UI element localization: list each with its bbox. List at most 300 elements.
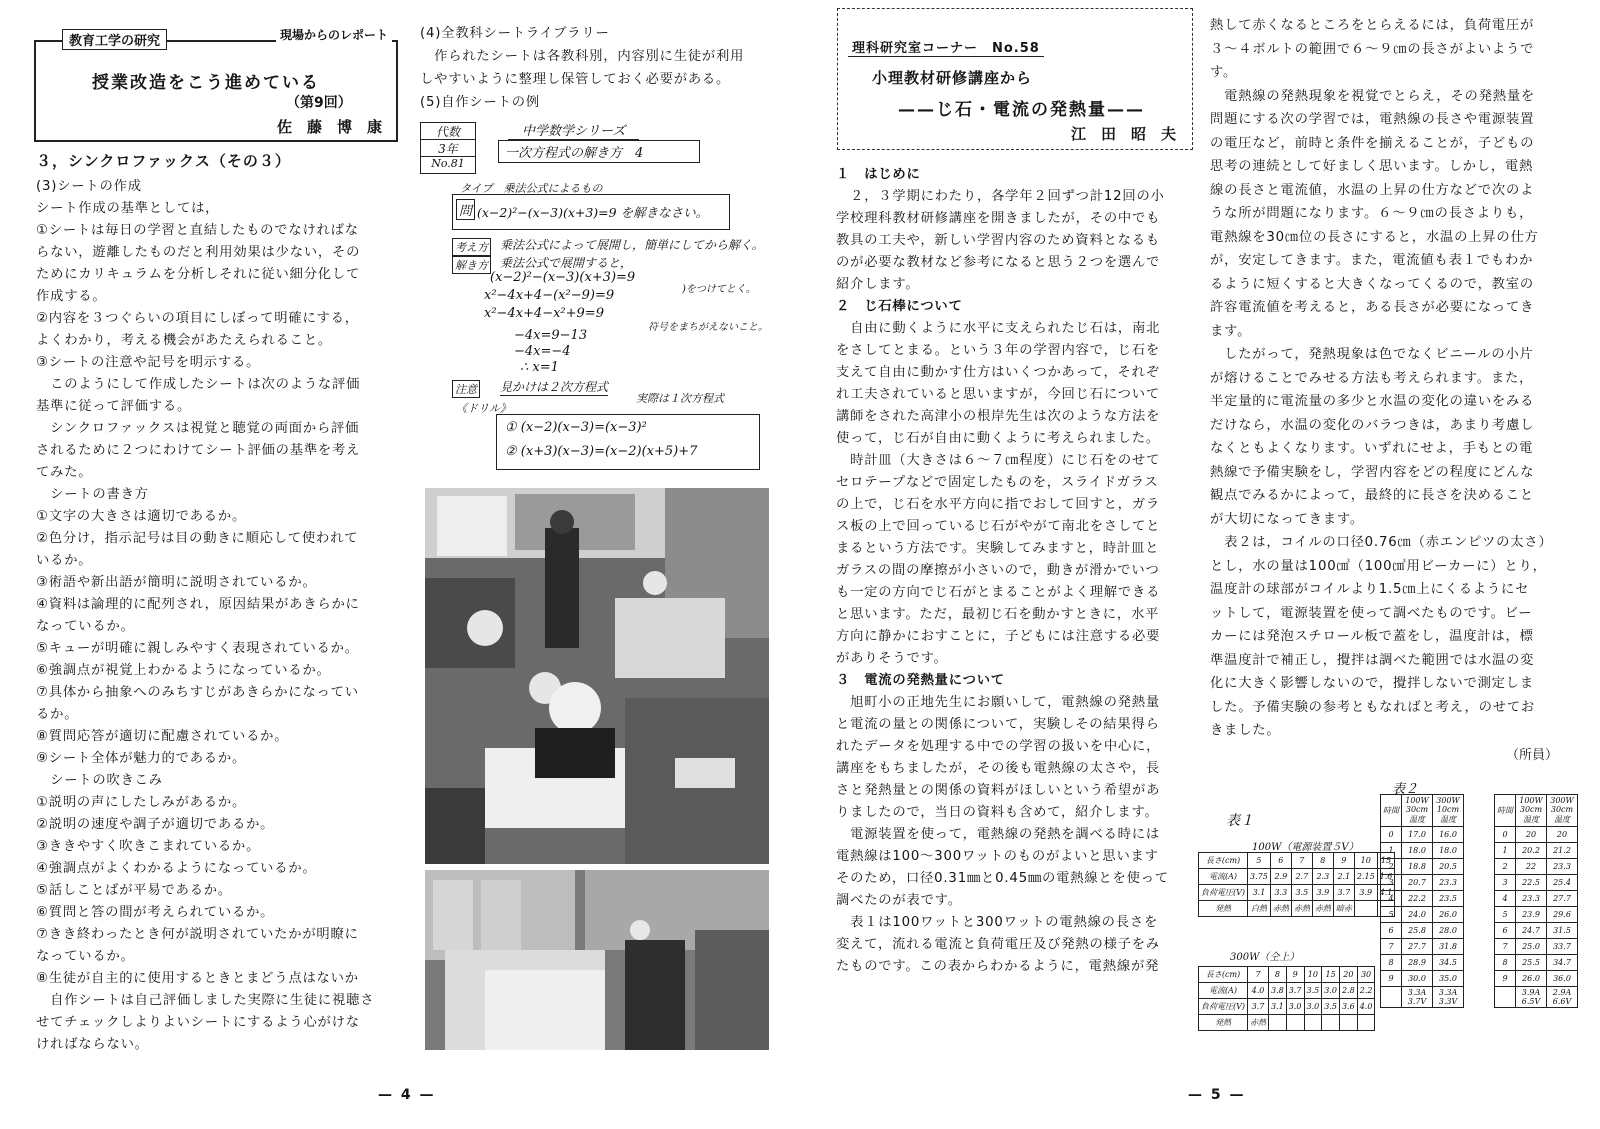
text-line: (5)自作シートの例	[420, 95, 540, 110]
text-line: れ工夫されていると思いますが，今回じ石について	[836, 387, 1160, 402]
text-line: れたデータを処理する中での学習の扱いを中心に，	[836, 739, 1161, 754]
text-line: ④資料は論理的に配列され，原因結果があきらかに	[36, 597, 360, 612]
text-line: 思考の連続として好ましく思います。しかし，電熱	[1210, 159, 1534, 174]
table-cell: 2	[1495, 859, 1516, 875]
table-cell: 20	[1547, 827, 1578, 843]
table-row	[1495, 827, 1578, 843]
table-cell: 20.5	[1433, 859, 1464, 875]
table-cell: 25.4	[1547, 875, 1578, 891]
table-cell: 3.8	[1269, 983, 1287, 999]
table-cell	[1495, 987, 1516, 1008]
text-line: 方向に静かにおすことに，子どもには注意する必要	[836, 629, 1161, 644]
text-line: なくともよくなります。いずれにせよ，手もとの電	[1210, 441, 1534, 456]
table-cell: 4.0	[1248, 983, 1269, 999]
table-cell: 18.0	[1433, 843, 1464, 859]
table-cell: 負荷電圧(V)	[1199, 885, 1248, 901]
table-row	[1381, 859, 1464, 875]
table-row	[1381, 843, 1464, 859]
text-line: ためにカリキュラムを分析しそれに従い細分化して	[36, 267, 361, 282]
sheet-drill-box	[496, 414, 760, 470]
table-cell: 5	[1248, 853, 1271, 869]
table-row	[1495, 907, 1578, 923]
table-cell: 3.0	[1286, 999, 1304, 1015]
text-line: カーには発泡スチロール板で蓋をし，温度計は，標	[1210, 629, 1534, 644]
text-line: 講師をされた高津小の根岸先生は次のような方法を	[836, 409, 1161, 424]
table-cell: 8	[1269, 967, 1287, 983]
text-line: 化に大きく影響しないので，攪拌しないで測定しま	[1210, 676, 1534, 691]
right-column-2	[1210, 14, 1580, 743]
table-row	[1381, 955, 1464, 971]
table2-right-grid	[1494, 794, 1578, 1008]
table-cell: 9	[1333, 853, 1354, 869]
table-cell	[1322, 1015, 1340, 1031]
text-line: ⑤キューが明確に親しみやすく表現されているか。	[36, 641, 359, 656]
right-column-1	[836, 164, 1206, 978]
text-line: シンクロファックスは視覚と聴覚の両面から評価	[36, 421, 360, 436]
sheet-drill-label: 《ドリル》	[456, 402, 511, 415]
text-line: ③シートの注意や記号を明示する。	[36, 355, 261, 370]
series-tag: 教育工学の研究	[62, 29, 167, 50]
table-row	[1381, 907, 1464, 923]
text-line: まるという方法です。実験してみますと，時計皿と	[836, 541, 1160, 556]
corner-label: 理科研究室コーナー No.58	[848, 37, 1044, 57]
sheet-side-note: 符号をまちがえないこと。	[648, 322, 768, 333]
text-line: ⑧生徒が自主的に使用するときとまどう点はないか	[36, 971, 359, 986]
text-line: 基準に従って評価する。	[36, 399, 192, 414]
table-cell: 25.5	[1516, 955, 1547, 971]
table-cell: 赤熱	[1248, 1015, 1269, 1031]
table-row	[1381, 891, 1464, 907]
table-cell: 暗赤	[1333, 901, 1354, 917]
table-cell: 赤熱	[1270, 901, 1291, 917]
text-line: と電流の量との関係について，実験しその結果得ら	[836, 717, 1160, 732]
table-row	[1381, 875, 1464, 891]
classroom-photo-1	[425, 488, 769, 864]
text-line: 教具の工夫や，新しい学習内容のため資料となるも	[836, 233, 1160, 248]
table-row	[1199, 869, 1395, 885]
text-line: 観点でみるかによって，最終的に長さを決めること	[1210, 488, 1534, 503]
sheet-type: タイプ 乗法公式によるもの	[460, 182, 603, 195]
table-row	[1495, 923, 1578, 939]
text-line: ①文字の大きさは適切であるか。	[36, 509, 247, 524]
table-row	[1199, 983, 1375, 999]
table-cell: 23.3	[1516, 891, 1547, 907]
text-line: シートの吹きこみ	[36, 773, 163, 788]
text-line: 問題にする次の学習では，電熱線の長さや電源装置	[1210, 112, 1535, 127]
table-cell: 35.0	[1433, 971, 1464, 987]
table-cell: 8	[1312, 853, 1333, 869]
sheet-step: −4x=9−13	[514, 328, 588, 343]
table-cell: 25.8	[1402, 923, 1433, 939]
table-row	[1495, 843, 1578, 859]
classroom-photo-2-image	[425, 870, 769, 1050]
table-cell	[1339, 1015, 1357, 1031]
table-cell: 2.1	[1333, 869, 1354, 885]
sheet-example	[420, 118, 775, 480]
table-row	[1495, 971, 1578, 987]
table-cell: 34.7	[1547, 955, 1578, 971]
text-line: が熔けることでみせる方法も考えられます。また，	[1210, 370, 1534, 386]
sheet-kangae: 乗法公式によって展開し，簡単にしてから解く。	[500, 238, 764, 252]
text-line: せてチェックしよりよいシートにするよう心がけな	[36, 1015, 360, 1030]
table-row	[1495, 859, 1578, 875]
sheet-step: −4x=−4	[514, 344, 571, 359]
table-cell: 3.1	[1248, 885, 1271, 901]
text-line: 講座をもちましたが，その後も電熱線の太さや，長	[836, 761, 1160, 776]
table-cell: 3.3A 3.3V	[1433, 987, 1464, 1008]
left-column-1	[36, 176, 406, 1056]
table-cell	[1269, 1015, 1287, 1031]
sheet-series: 中学数学シリーズ	[508, 120, 639, 140]
text-line: 自由に動くように水平に支えられたじ石は，南北	[836, 321, 1161, 336]
section-heading: ２ じ石棒について	[836, 299, 963, 314]
text-line: いるか。	[36, 553, 93, 568]
table-head: 300W 30cm 温度	[1547, 795, 1578, 827]
article-title: 授業改造をこう進めている	[92, 73, 320, 93]
table-row	[1199, 1015, 1375, 1031]
sheet-drill: ① (x−2)(x−3)=(x−3)²	[505, 420, 647, 435]
table-cell: 1.6	[1377, 869, 1395, 885]
table-cell: 23.9	[1516, 907, 1547, 923]
right-page	[800, 0, 1600, 1129]
text-line: 温度計の球部がコイルより1.5㎝上にくるようにセ	[1210, 582, 1530, 597]
table-cell: 26.0	[1516, 971, 1547, 987]
table-cell: 30.0	[1402, 971, 1433, 987]
table-cell: 26.0	[1433, 907, 1464, 923]
text-line: そのため，口径0.31㎜と0.45㎜の電熱線とを使って	[836, 871, 1169, 886]
text-line: 熱して赤くなるところをとらえるには，負荷電圧が	[1210, 18, 1535, 33]
source-label: 小理教材研修講座から	[872, 69, 1033, 87]
table-cell: 3.75	[1248, 869, 1271, 885]
text-line: るか。	[36, 707, 79, 722]
text-line: した。予備実験の参考ともなればと考え，のせてお	[1210, 699, 1536, 715]
text-line: 許容電流値を考えると，ある長さが必要になってき	[1210, 300, 1535, 315]
table-row	[1381, 795, 1464, 827]
text-line: とし，水の量は100㎤（100㎤用ビーカーに）とり，	[1210, 558, 1547, 574]
table-cell: 2	[1381, 859, 1402, 875]
table-cell: 3.5	[1304, 983, 1322, 999]
table-cell: 7	[1248, 967, 1269, 983]
table-cell: 0	[1495, 827, 1516, 843]
table-cell: 30	[1357, 967, 1375, 983]
text-line: さと発熱量との関係の資料がほしいという希望があ	[836, 783, 1161, 798]
text-line: ⑨シート全体が魅力的であるか。	[36, 751, 247, 766]
table-cell: 赤熱	[1291, 901, 1312, 917]
text-line: 線の長さと電流値，水温の上昇の仕方などで次のよ	[1210, 182, 1535, 198]
sheet-chui: 見かけは２次方程式	[500, 380, 609, 394]
table-cell: 10	[1304, 967, 1322, 983]
text-line: ⑥質問と答の間が考えられているか。	[36, 905, 275, 920]
table-cell: 18.8	[1402, 859, 1433, 875]
sheet-problem-box	[452, 194, 730, 230]
sheet-subject-box	[420, 122, 476, 174]
sheet-subject: 代数	[421, 123, 475, 140]
table-row	[1381, 971, 1464, 987]
table-cell: 15	[1322, 967, 1340, 983]
article-title: ——じ石・電流の発熱量——	[898, 100, 1145, 120]
table-cell: 2.8	[1339, 983, 1357, 999]
table-cell: 電流(A)	[1199, 869, 1248, 885]
table-cell: 2.3	[1312, 869, 1333, 885]
table-cell	[1286, 1015, 1304, 1031]
text-line: ⑥強調点が視覚上わかるようになっているか。	[36, 663, 331, 678]
table-row	[1199, 999, 1375, 1015]
table-head: 300W 10cm 温度	[1433, 795, 1464, 827]
text-line: なっているか。	[36, 619, 135, 634]
table-cell: 20.7	[1402, 875, 1433, 891]
table-cell: 29.6	[1547, 907, 1578, 923]
table-cell: 9	[1495, 971, 1516, 987]
table-cell: 2.15	[1354, 869, 1377, 885]
table-row	[1199, 901, 1395, 917]
table-cell: 22.2	[1402, 891, 1433, 907]
table-cell: 23.3	[1433, 875, 1464, 891]
table-cell: 8	[1381, 955, 1402, 971]
table-cell: 18.0	[1402, 843, 1433, 859]
table1-caption-b: 300W（仝上）	[1230, 952, 1300, 963]
table-cell: 10	[1354, 853, 1377, 869]
table-cell: 3.0	[1304, 999, 1322, 1015]
sheet-grade: 3年	[421, 140, 475, 157]
text-line: だけなら，水温の変化のバラつきは，あまり考慮し	[1210, 417, 1535, 433]
text-line: ットして，電源装置を使って調べたものです。ビー	[1210, 605, 1533, 621]
text-line: 使って，じ石が自由に動くように考えられました。	[836, 431, 1160, 446]
table-cell: 4.1	[1377, 885, 1395, 901]
text-line: ④強調点がよくわかるようになっているか。	[36, 861, 317, 876]
text-line: りましたので，当日の資料も含めて，紹介します。	[836, 805, 1159, 820]
table-cell: 20.2	[1516, 843, 1547, 859]
text-line: ①説明の声にしたしみがあるか。	[36, 795, 247, 810]
text-line: 電源装置を使って，電熱線の発熱を調べる時には	[836, 827, 1160, 842]
table1-b-grid	[1198, 966, 1375, 1031]
text-line: 表１は100ワットと300ワットの電熱線の長さを	[836, 915, 1159, 930]
table-cell: 22.5	[1516, 875, 1547, 891]
text-line: ガラスの間の摩擦が小さいので，動きが滑かでいつ	[836, 563, 1160, 578]
table1-a	[1198, 852, 1395, 917]
sheet-step: x²−4x+4−x²+9=9	[484, 306, 604, 321]
text-line: 時計皿（大きさは６～７㎝程度）にじ石をのせて	[836, 453, 1161, 468]
text-line: 調べたのが表です。	[836, 893, 962, 908]
page-number-right: — 5 —	[1188, 1087, 1246, 1103]
text-line: す。	[1210, 65, 1238, 80]
table-cell: 3	[1495, 875, 1516, 891]
table-cell: 3.9	[1354, 885, 1377, 901]
text-line: シートの書き方	[36, 487, 149, 502]
text-line: 支えて自由に動かす仕方はいくつかあって，それぞ	[836, 365, 1160, 380]
table2-left	[1380, 794, 1464, 1008]
table-cell: 8	[1495, 955, 1516, 971]
text-line: セロテープなどで固定したものを，スライドガラス	[836, 475, 1159, 490]
table-cell: 6	[1381, 923, 1402, 939]
installment-label: （第9回）	[286, 95, 352, 111]
table-row	[1495, 939, 1578, 955]
table-cell: 24.0	[1402, 907, 1433, 923]
text-line: ２，３学期にわたり，各学年２回ずつ計12回の小	[836, 189, 1165, 204]
table-head: 時間	[1495, 795, 1516, 827]
table-cell: 27.7	[1547, 891, 1578, 907]
text-line: の上で，じ石を水平方向に指でおして回すと，ガラ	[836, 497, 1160, 512]
text-line: 旭町小の正地先生にお願いして，電熱線の発熱量	[836, 695, 1160, 710]
table-cell: 2.7	[1291, 869, 1312, 885]
sheet-tokikata-label: 解き方	[452, 256, 491, 274]
table-cell: 0	[1381, 827, 1402, 843]
text-line: ②内容を３つぐらいの項目にしぼって明確にする，	[36, 311, 359, 326]
table-row	[1381, 939, 1464, 955]
table-row	[1495, 987, 1578, 1008]
table-cell: 2.9A 6.6V	[1547, 987, 1578, 1008]
table-cell: 電流(A)	[1199, 983, 1248, 999]
sheet-kangae-label: 考え方	[452, 238, 491, 256]
table-cell: 7	[1381, 939, 1402, 955]
text-line: も一定の方向でじ石がとまることがよく理解できる	[836, 585, 1161, 600]
article-header-box	[34, 28, 398, 142]
table-row	[1495, 891, 1578, 907]
table-cell: 3.1	[1269, 999, 1287, 1015]
table-cell: 長さ(cm)	[1199, 967, 1248, 983]
text-line: ければならない。	[36, 1037, 149, 1052]
text-line: 準温度計で補正し，攪拌は調べた範囲では水温の変	[1210, 652, 1535, 668]
table-row	[1381, 827, 1464, 843]
text-line: よくわかり，考える機会があたえられること。	[36, 333, 333, 348]
text-line: ⑦具体から抽象へのみちすじがあきらかになってい	[36, 685, 359, 700]
table-cell: 27.7	[1402, 939, 1433, 955]
table-cell: 3.6	[1339, 999, 1357, 1015]
text-line: たものです。この表からわかるように，電熱線が発	[836, 959, 1160, 974]
table-head: 時間	[1381, 795, 1402, 827]
table-cell: 25.0	[1516, 939, 1547, 955]
table-cell: 3.5	[1322, 999, 1340, 1015]
table-cell: 20	[1516, 827, 1547, 843]
table-cell: 23.5	[1433, 891, 1464, 907]
table-cell: 1	[1381, 843, 1402, 859]
table-cell: 34.5	[1433, 955, 1464, 971]
table-cell: 9	[1286, 967, 1304, 983]
table-cell	[1381, 987, 1402, 1008]
table-head: 100W 30cm 温度	[1516, 795, 1547, 827]
text-line: が大切になってきます。	[1210, 511, 1365, 527]
table-cell: 3.0	[1322, 983, 1340, 999]
text-line: ます。	[1210, 323, 1252, 339]
table-cell: 5	[1495, 907, 1516, 923]
page-number-left: — 4 —	[378, 1087, 436, 1103]
table1-a-grid	[1198, 852, 1395, 917]
classroom-photo-1-image	[425, 488, 769, 864]
text-line: シート作成の基準としては，	[36, 201, 220, 216]
text-line: 作られたシートは各教科別，内容別に生徒が利用	[420, 49, 745, 64]
table2-right	[1494, 794, 1578, 1008]
table-cell: 17.0	[1402, 827, 1433, 843]
table-cell: 3.7	[1333, 885, 1354, 901]
table-cell: 28.9	[1402, 955, 1433, 971]
table-cell: 33.7	[1547, 939, 1578, 955]
text-line: うな所が問題になります。６～９㎝の長さよりも，	[1210, 206, 1534, 221]
table-cell: 3.9A 6.5V	[1516, 987, 1547, 1008]
text-line: したがって，発熱現象は色でなくビニールの小片	[1210, 347, 1534, 362]
signoff: （所員）	[1506, 748, 1559, 763]
text-line: ③ききやすく吹きこまれているか。	[36, 839, 261, 854]
section-heading: ３，シンクロファックス（その３）	[36, 152, 291, 170]
table-cell: 1	[1495, 843, 1516, 859]
table-head: 100W 30cm 温度	[1402, 795, 1433, 827]
table-cell: 21.2	[1547, 843, 1578, 859]
sheet-number: No.81	[431, 157, 465, 170]
article-header-stamp	[837, 8, 1193, 150]
report-label: 現場からのレポート	[276, 26, 392, 43]
text-line: のが必要な教材など参考になると思う２つを選んで	[836, 255, 1161, 270]
table-cell: 2.2	[1357, 983, 1375, 999]
text-line: (3)シートの作成	[36, 179, 142, 194]
table-cell	[1357, 1015, 1375, 1031]
table-cell: 3.7	[1286, 983, 1304, 999]
text-line: がありそうです。	[836, 651, 948, 666]
table-cell: 発熱	[1199, 901, 1248, 917]
section-heading: １ はじめに	[836, 167, 921, 182]
table-row	[1199, 853, 1395, 869]
text-line: てみた。	[36, 465, 93, 480]
table-cell: 白熱	[1248, 901, 1271, 917]
text-line: の電圧など，前時と条件を揃えることが，子どもの	[1210, 135, 1535, 151]
text-line: 作成する。	[36, 289, 107, 304]
sheet-step: x²−4x+4−(x²−9)=9	[484, 288, 615, 303]
sheet-title: 一次方程式の解き方 4	[498, 140, 700, 163]
text-line: ③術語や新出語が簡明に説明されているか。	[36, 575, 317, 590]
text-line: ②色分け，指示記号は目の動きに順応して使われて	[36, 531, 359, 546]
table-cell: 赤熱	[1312, 901, 1333, 917]
text-line: 電熱線は100～300ワットのものがよいと思います	[836, 849, 1159, 864]
text-line: をさしてとまる。という３年の学習内容で，じ石を	[836, 343, 1160, 358]
table-cell: 22	[1516, 859, 1547, 875]
classroom-photo-2	[425, 870, 769, 1050]
sheet-side-note: )をつけてとく。	[682, 284, 756, 295]
text-line: ３～４ボルトの範囲で６～９㎝の長さがよいようで	[1210, 41, 1535, 57]
table-cell: 24.7	[1516, 923, 1547, 939]
text-line: ⑧質問応答が適切に配慮されているか。	[36, 729, 289, 744]
text-line: 自作シートは自己評価しました実際に生徒に視聴さ	[36, 993, 375, 1008]
table-cell: 36.0	[1547, 971, 1578, 987]
text-line: しやすいように整理し保管しておく必要がある。	[420, 72, 731, 87]
text-line: 学校理科教材研修講座を開きましたが，その中でも	[836, 211, 1161, 226]
table-cell: 2.9	[1270, 869, 1291, 885]
table-cell: 4.0	[1357, 999, 1375, 1015]
sheet-drill: ② (x+3)(x−3)=(x−2)(x+5)+7	[505, 444, 698, 459]
table-cell: 3.7	[1248, 999, 1269, 1015]
text-line: が，安定してきます。また，電流値も表１でもわか	[1210, 253, 1534, 268]
table-cell: 31.5	[1547, 923, 1578, 939]
text-line: 表２は，コイルの口径0.76㎝（赤エンピツの太さ）	[1210, 535, 1553, 550]
table-cell	[1304, 1015, 1322, 1031]
table-cell	[1354, 901, 1377, 917]
table-cell: 3.3	[1270, 885, 1291, 901]
table-row	[1495, 875, 1578, 891]
text-line: このようにして作成したシートは次のような評価	[36, 377, 361, 392]
text-line: 電熱線の発熱現象を視覚でとらえ，その発熱量を	[1210, 88, 1536, 104]
text-line: らない，遊離したものだと利用効果は少ない，その	[36, 245, 361, 260]
table-cell: 3.5	[1291, 885, 1312, 901]
table-cell: 7	[1495, 939, 1516, 955]
text-line: なっているか。	[36, 949, 135, 964]
author-name: 江 田 昭 夫	[1070, 125, 1176, 143]
table-row	[1381, 923, 1464, 939]
table-cell: 31.8	[1433, 939, 1464, 955]
table-cell: 長さ(cm)	[1199, 853, 1248, 869]
text-line: 熱線で予備実験をし，学習内容をどの程度にどんな	[1210, 464, 1535, 480]
text-line: ⑦きき終わったとき何が説明されていたかが明瞭に	[36, 927, 359, 942]
section-heading: ３ 電流の発熱量について	[836, 673, 1005, 688]
table1-b	[1198, 966, 1375, 1031]
text-line: ス板の上で回っているじ石がやがて南北をさしてと	[836, 519, 1161, 534]
table-cell: 7	[1291, 853, 1312, 869]
table2-label: 表２	[1392, 782, 1419, 797]
